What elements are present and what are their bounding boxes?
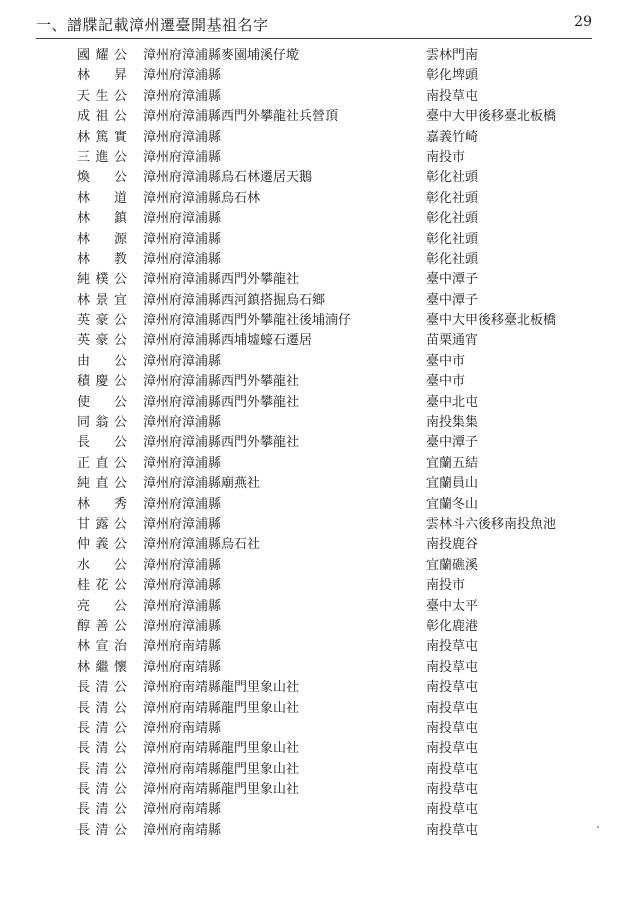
origin-place: 漳州府南靖縣龍門里象山社 — [143, 680, 300, 696]
settlement-place: 臺中太平 — [426, 598, 479, 614]
register-row — [0, 230, 628, 250]
register-row — [0, 576, 628, 596]
origin-place: 漳州府漳浦縣 — [143, 88, 222, 104]
header-divider — [36, 38, 592, 39]
origin-place: 漳州府漳浦縣西門外攀龍社 — [143, 374, 300, 390]
ancestor-name: 林 鎮 — [77, 211, 127, 227]
ancestor-name: 長清公 — [77, 782, 127, 798]
origin-place: 漳州府南靖縣 — [143, 659, 222, 675]
origin-place: 漳州府漳浦縣 — [143, 68, 222, 84]
origin-place: 漳州府漳浦縣廟燕社 — [143, 476, 261, 492]
settlement-place: 臺中大甲後移臺北板橋 — [426, 313, 557, 329]
ancestor-name: 桂花公 — [77, 578, 127, 594]
origin-place: 漳州府漳浦縣 — [143, 496, 222, 512]
register-row — [0, 760, 628, 780]
settlement-place: 臺中潭子 — [426, 435, 479, 451]
register-row — [0, 800, 628, 820]
ancestor-name: 使 公 — [77, 394, 127, 410]
register-row — [0, 678, 628, 698]
ancestor-name: 長清公 — [77, 761, 127, 777]
origin-place: 漳州府南靖縣龍門里象山社 — [143, 782, 300, 798]
origin-place: 漳州府漳浦縣烏石林遷居天鵝 — [143, 170, 313, 186]
register-row — [0, 454, 628, 474]
ancestor-name: 林 昇 — [77, 68, 127, 84]
register-row — [0, 433, 628, 453]
register-row — [0, 474, 628, 494]
settlement-place: 彰化社頭 — [426, 170, 479, 186]
settlement-place: 臺中大甲後移臺北板橋 — [426, 109, 557, 125]
settlement-place: 彰化社頭 — [426, 251, 479, 267]
settlement-place: 雲林斗六後移南投魚池 — [426, 516, 557, 532]
origin-place: 漳州府漳浦縣 — [143, 598, 222, 614]
settlement-place: 彰化社頭 — [426, 211, 479, 227]
origin-place: 漳州府漳浦縣 — [143, 557, 222, 573]
settlement-place: 彰化鹿港 — [426, 618, 479, 634]
origin-place: 漳州府漳浦縣 — [143, 251, 222, 267]
settlement-place: 南投草屯 — [426, 720, 479, 736]
settlement-place: 南投草屯 — [426, 741, 479, 757]
origin-place: 漳州府漳浦縣烏石社 — [143, 537, 261, 553]
settlement-place: 宜蘭冬山 — [426, 496, 479, 512]
origin-place: 漳州府漳浦縣西埔墟蠔石遷居 — [143, 333, 313, 349]
ancestor-name: 長清公 — [77, 822, 127, 838]
register-row — [0, 209, 628, 229]
origin-place: 漳州府漳浦縣 — [143, 578, 222, 594]
ancestor-name: 林 教 — [77, 251, 127, 267]
ancestor-name: 天生公 — [77, 88, 127, 104]
ancestor-name: 甘露公 — [77, 516, 127, 532]
origin-place: 漳州府漳浦縣 — [143, 516, 222, 532]
origin-place: 漳州府漳浦縣西門外攀龍社 — [143, 272, 300, 288]
origin-place: 漳州府漳浦縣西門外攀龍社 — [143, 394, 300, 410]
origin-place: 漳州府南靖縣龍門里象山社 — [143, 700, 300, 716]
origin-place: 漳州府漳浦縣西河鎮搭掘烏石鄉 — [143, 292, 326, 308]
settlement-place: 臺中北屯 — [426, 394, 479, 410]
ancestor-name: 長清公 — [77, 680, 127, 696]
register-row — [0, 719, 628, 739]
settlement-place: 苗栗通宵 — [426, 333, 479, 349]
register-row — [0, 331, 628, 351]
settlement-place: 南投鹿谷 — [426, 537, 479, 553]
origin-place: 漳州府漳浦縣 — [143, 415, 222, 431]
register-row — [0, 46, 628, 66]
register-row — [0, 556, 628, 576]
ancestor-name: 同翁公 — [77, 415, 127, 431]
register-row — [0, 699, 628, 719]
origin-place: 漳州府南靖縣 — [143, 720, 222, 736]
register-row — [0, 168, 628, 188]
ancestor-name: 由 公 — [77, 353, 127, 369]
register-row — [0, 270, 628, 290]
ancestor-name: 長清公 — [77, 802, 127, 818]
origin-place: 漳州府漳浦縣西門外攀龍社後埔湳仔 — [143, 313, 352, 329]
ancestor-name: 林景宜 — [77, 292, 127, 308]
ancestor-name: 長清公 — [77, 741, 127, 757]
settlement-place: 臺中市 — [426, 374, 466, 390]
settlement-place: 嘉義竹崎 — [426, 129, 479, 145]
register-row — [0, 515, 628, 535]
ancestor-name: 醇善公 — [77, 618, 127, 634]
settlement-place: 彰化社頭 — [426, 231, 479, 247]
page-title: 一、譜牒記載漳州遷臺開基祖名字 — [36, 16, 269, 34]
ancestor-register — [0, 46, 628, 841]
register-row — [0, 250, 628, 270]
register-row — [0, 189, 628, 209]
settlement-place: 南投草屯 — [426, 761, 479, 777]
settlement-place: 彰化埤頭 — [426, 68, 479, 84]
settlement-place: 南投草屯 — [426, 700, 479, 716]
origin-place: 漳州府漳浦縣烏石林 — [143, 190, 261, 206]
ancestor-name: 三進公 — [77, 149, 127, 165]
ancestor-name: 英豪公 — [77, 313, 127, 329]
register-row — [0, 352, 628, 372]
origin-place: 漳州府南靖縣 — [143, 802, 222, 818]
ancestor-name: 純樸公 — [77, 272, 127, 288]
settlement-place: 南投草屯 — [426, 822, 479, 838]
origin-place: 漳州府漳浦縣麥園埔溪仔墘 — [143, 48, 300, 63]
register-row — [0, 66, 628, 86]
settlement-place: 宜蘭五結 — [426, 455, 479, 471]
ancestor-name: 亮 公 — [77, 598, 127, 614]
register-row — [0, 617, 628, 637]
settlement-place: 南投草屯 — [426, 639, 479, 655]
origin-place: 漳州府南靖縣 — [143, 639, 222, 655]
ancestor-name: 仲義公 — [77, 537, 127, 553]
origin-place: 漳州府漳浦縣 — [143, 149, 222, 165]
register-row — [0, 291, 628, 311]
page-header — [36, 12, 592, 38]
ancestor-name: 林繼懷 — [77, 659, 127, 675]
register-row — [0, 107, 628, 127]
ancestor-name: 林 道 — [77, 190, 127, 206]
ancestor-name: 正直公 — [77, 455, 127, 471]
register-row — [0, 739, 628, 759]
origin-place: 漳州府漳浦縣 — [143, 129, 222, 145]
origin-place: 漳州府漳浦縣 — [143, 231, 222, 247]
ancestor-name: 英豪公 — [77, 333, 127, 349]
origin-place: 漳州府漳浦縣西門外攀龍社兵營頂 — [143, 109, 339, 125]
scan-speck — [597, 826, 599, 828]
register-row — [0, 780, 628, 800]
origin-place: 漳州府漳浦縣 — [143, 211, 222, 227]
ancestor-name: 林 源 — [77, 231, 127, 247]
origin-place: 漳州府漳浦縣 — [143, 455, 222, 471]
settlement-place: 南投草屯 — [426, 802, 479, 818]
ancestor-name: 長 公 — [77, 435, 127, 451]
origin-place: 漳州府漳浦縣西門外攀龍社 — [143, 435, 300, 451]
settlement-place: 南投草屯 — [426, 659, 479, 675]
settlement-place: 南投集集 — [426, 415, 479, 431]
ancestor-name: 成祖公 — [77, 109, 127, 125]
ancestor-name: 長清公 — [77, 700, 127, 716]
register-row — [0, 413, 628, 433]
origin-place: 漳州府漳浦縣 — [143, 353, 222, 369]
ancestor-name: 積慶公 — [77, 374, 127, 390]
origin-place: 漳州府南靖縣龍門里象山社 — [143, 761, 300, 777]
settlement-place: 彰化社頭 — [426, 190, 479, 206]
settlement-place: 臺中潭子 — [426, 292, 479, 308]
register-row — [0, 821, 628, 841]
settlement-place: 南投市 — [426, 149, 466, 165]
origin-place: 漳州府漳浦縣 — [143, 618, 222, 634]
register-row — [0, 597, 628, 617]
settlement-place: 宜蘭員山 — [426, 476, 479, 492]
register-row — [0, 393, 628, 413]
origin-place: 漳州府南靖縣龍門里象山社 — [143, 741, 300, 757]
ancestor-name: 林宣治 — [77, 639, 127, 655]
settlement-place: 臺中潭子 — [426, 272, 479, 288]
settlement-place: 南投草屯 — [426, 88, 479, 104]
register-row — [0, 128, 628, 148]
ancestor-name: 水 公 — [77, 557, 127, 573]
register-row — [0, 87, 628, 107]
ancestor-name: 純直公 — [77, 476, 127, 492]
ancestor-name: 林篤實 — [77, 129, 127, 145]
ancestor-name: 煥 公 — [77, 170, 127, 186]
page-number: 29 — [574, 14, 592, 30]
settlement-place: 南投市 — [426, 578, 466, 594]
register-row — [0, 495, 628, 515]
settlement-place: 雲林門南 — [426, 48, 479, 63]
register-row — [0, 148, 628, 168]
settlement-place: 南投草屯 — [426, 782, 479, 798]
ancestor-name: 國耀公 — [77, 48, 127, 63]
settlement-place: 臺中市 — [426, 353, 466, 369]
ancestor-name: 林 秀 — [77, 496, 127, 512]
settlement-place: 宜蘭礁溪 — [426, 557, 479, 573]
origin-place: 漳州府南靖縣 — [143, 822, 222, 838]
register-row — [0, 637, 628, 657]
register-row — [0, 658, 628, 678]
register-row — [0, 372, 628, 392]
settlement-place: 南投草屯 — [426, 680, 479, 696]
register-row — [0, 535, 628, 555]
ancestor-name: 長清公 — [77, 720, 127, 736]
register-row — [0, 311, 628, 331]
